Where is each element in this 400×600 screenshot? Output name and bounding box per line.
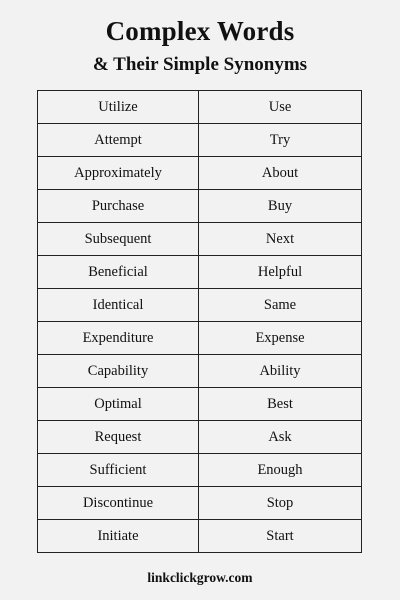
synonyms-table-body <box>38 91 362 553</box>
table-row <box>38 289 362 322</box>
table-row <box>38 157 362 190</box>
simple-word-cell: Best <box>199 388 362 421</box>
complex-word-cell: Capability <box>38 355 199 388</box>
complex-word-cell: Initiate <box>38 520 199 553</box>
simple-word-cell: About <box>199 157 362 190</box>
page-title: Complex Words <box>105 16 295 46</box>
table-row <box>38 487 362 520</box>
simple-word-cell: Enough <box>199 454 362 487</box>
simple-word-cell: Try <box>199 124 362 157</box>
table-row <box>38 421 362 454</box>
table-row <box>38 223 362 256</box>
simple-word-cell: Start <box>199 520 362 553</box>
table-row <box>38 520 362 553</box>
complex-word-cell: Sufficient <box>38 454 199 487</box>
complex-word-cell: Identical <box>38 289 199 322</box>
table-row <box>38 355 362 388</box>
simple-word-cell: Helpful <box>199 256 362 289</box>
complex-word-cell: Subsequent <box>38 223 199 256</box>
complex-word-cell: Request <box>38 421 199 454</box>
page-subtitle: & Their Simple Synonyms <box>92 54 308 75</box>
footer-website: linkclickgrow.com <box>147 570 253 585</box>
simple-word-cell: Next <box>199 223 362 256</box>
simple-word-cell: Expense <box>199 322 362 355</box>
complex-word-cell: Expenditure <box>38 322 199 355</box>
simple-word-cell: Buy <box>199 190 362 223</box>
simple-word-cell: Same <box>199 289 362 322</box>
complex-word-cell: Optimal <box>38 388 199 421</box>
complex-word-cell: Utilize <box>38 91 199 124</box>
complex-word-cell: Approximately <box>38 157 199 190</box>
table-row <box>38 190 362 223</box>
table-row <box>38 322 362 355</box>
table-row <box>38 91 362 124</box>
simple-word-cell: Ask <box>199 421 362 454</box>
simple-word-cell: Stop <box>199 487 362 520</box>
table-row <box>38 388 362 421</box>
table-row <box>38 454 362 487</box>
complex-word-cell: Purchase <box>38 190 199 223</box>
complex-word-cell: Discontinue <box>38 487 199 520</box>
complex-word-cell: Beneficial <box>38 256 199 289</box>
table-row <box>38 124 362 157</box>
synonyms-table <box>37 90 362 553</box>
table-row <box>38 256 362 289</box>
complex-word-cell: Attempt <box>38 124 199 157</box>
simple-word-cell: Ability <box>199 355 362 388</box>
simple-word-cell: Use <box>199 91 362 124</box>
